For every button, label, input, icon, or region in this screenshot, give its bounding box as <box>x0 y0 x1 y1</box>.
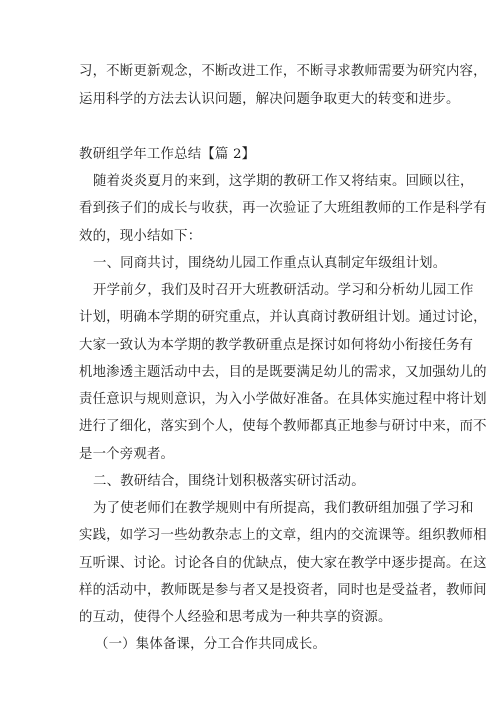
paragraph-line: 互听课、讨论。讨论各自的优缺点，使大家在教学中逐步提高。在这 <box>79 556 487 571</box>
paragraph-line: 实践，如学习一些幼教杂志上的文章，组内的交流课等。组织教师相 <box>79 528 487 543</box>
paragraph-line: 随着炎炎夏月的来到，这学期的教研工作又将结束。回顾以往， <box>93 174 474 189</box>
paragraph-line: 机地渗透主题活动中去，目的是既要满足幼儿的需求，又加强幼儿的 <box>79 365 487 380</box>
paragraph-line: 计划，明确本学期的研究重点，并认真商讨教研组计划。通过讨论， <box>79 310 487 325</box>
section-heading: 教研组学年工作总结【篇 2】 <box>79 147 256 162</box>
paragraph-line: 进行了细化，落实到个人，使每个教师都真正地参与研讨中来，而不 <box>79 419 487 434</box>
paragraph-line: 运用科学的方法去认识问题，解决问题争取更大的转变和进步。 <box>79 92 460 107</box>
paragraph-line: 为了使老师们在教学规则中有所提高，我们教研组加强了学习和 <box>93 501 474 516</box>
list-heading: 二、教研结合，围绕计划积极落实研讨活动。 <box>93 474 365 489</box>
list-heading: 一、同商共讨，围绕幼儿园工作重点认真制定年级组计划。 <box>93 256 447 271</box>
paragraph-line: 是一个旁观者。 <box>79 447 175 462</box>
sub-heading: （一）集体备课，分工合作共同成长。 <box>95 637 327 652</box>
paragraph-line: 效的，现小结如下： <box>79 229 202 244</box>
paragraph-line: 样的活动中，教师既是参与者又是投资者，同时也是受益者，教师间 <box>79 583 487 598</box>
paragraph-line: 看到孩子们的成长与收获，再一次验证了大班组教师的工作是科学有 <box>79 201 487 216</box>
paragraph-line: 习，不断更新观念，不断改进工作，不断寻求教师需要为研究内容， <box>79 64 487 79</box>
paragraph-line: 责任意识与规则意识，为入小学做好准备。在具体实施过程中将计划 <box>79 392 487 407</box>
paragraph-line: 开学前夕，我们及时召开大班教研活动。学习和分析幼儿园工作 <box>93 283 474 298</box>
paragraph-line: 大家一致认为本学期的教学教研重点是探讨如何将幼小衔接任务有 <box>79 338 474 353</box>
paragraph-line: 的互动，使得个人经验和思考成为一种共享的资源。 <box>79 610 392 625</box>
